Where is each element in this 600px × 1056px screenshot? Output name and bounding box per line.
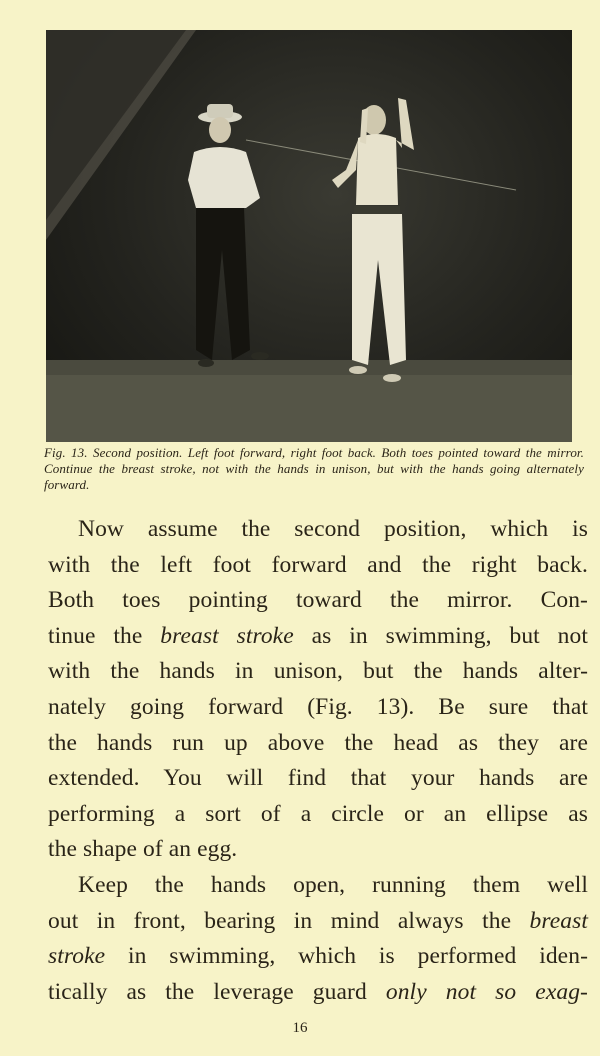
emphasis-breast: breast	[529, 907, 588, 934]
paragraph-1-line	[48, 619, 588, 655]
paragraph-1-line: Both toes pointing toward the mirror. Con-	[48, 587, 588, 614]
emphasis-stroke: stroke	[48, 943, 106, 970]
paragraph-2-line	[48, 904, 588, 940]
figure-caption-text: Second position. Left foot forward, right foot back. Both toes pointed toward the mirror. Continue the breast stroke, not with the hands in unison, but with the hands going alternately forward.	[44, 445, 584, 492]
figure-photo	[46, 30, 572, 442]
paragraph-2-line: Keep the hands open, running them well	[78, 871, 588, 898]
text-run: tically as the leverage guard	[48, 978, 386, 1005]
figure-caption	[44, 445, 584, 493]
paragraph-1-line: nately going forward (Fig. 13). Be sure that	[48, 693, 588, 720]
emphasis-breast-stroke: breast stroke	[160, 622, 294, 649]
text-run: out in front, bearing in mind always the	[48, 907, 530, 934]
text-run: tinue the	[48, 622, 161, 649]
paragraph-1-line: Now assume the second position, which is	[78, 516, 588, 542]
paragraph-1-line: with the left foot forward and the right back.	[48, 551, 588, 578]
emphasis-only-not-so-exag: only not so exag-	[385, 978, 588, 1005]
body-text	[48, 512, 588, 1010]
paragraph-1-line: with the hands in unison, but the hands alter-	[48, 658, 588, 685]
paragraph-2-line	[48, 975, 588, 1011]
paragraph-1-line: performing a sort of a circle or an ellipse as	[48, 800, 588, 827]
paragraph-1-line: extended. You will find that your hands are	[48, 765, 588, 792]
figure-label: Fig. 13.	[44, 445, 88, 460]
text-run: in swimming, which is performed iden-	[105, 943, 588, 970]
page-number: 16	[292, 1020, 308, 1036]
paragraph-1-line: the shape of an egg.	[48, 836, 238, 863]
paragraph-1-line: the hands run up above the head as they are	[48, 729, 588, 756]
paragraph-2-line	[48, 939, 588, 975]
text-run: as in swimming, but not	[293, 622, 588, 649]
